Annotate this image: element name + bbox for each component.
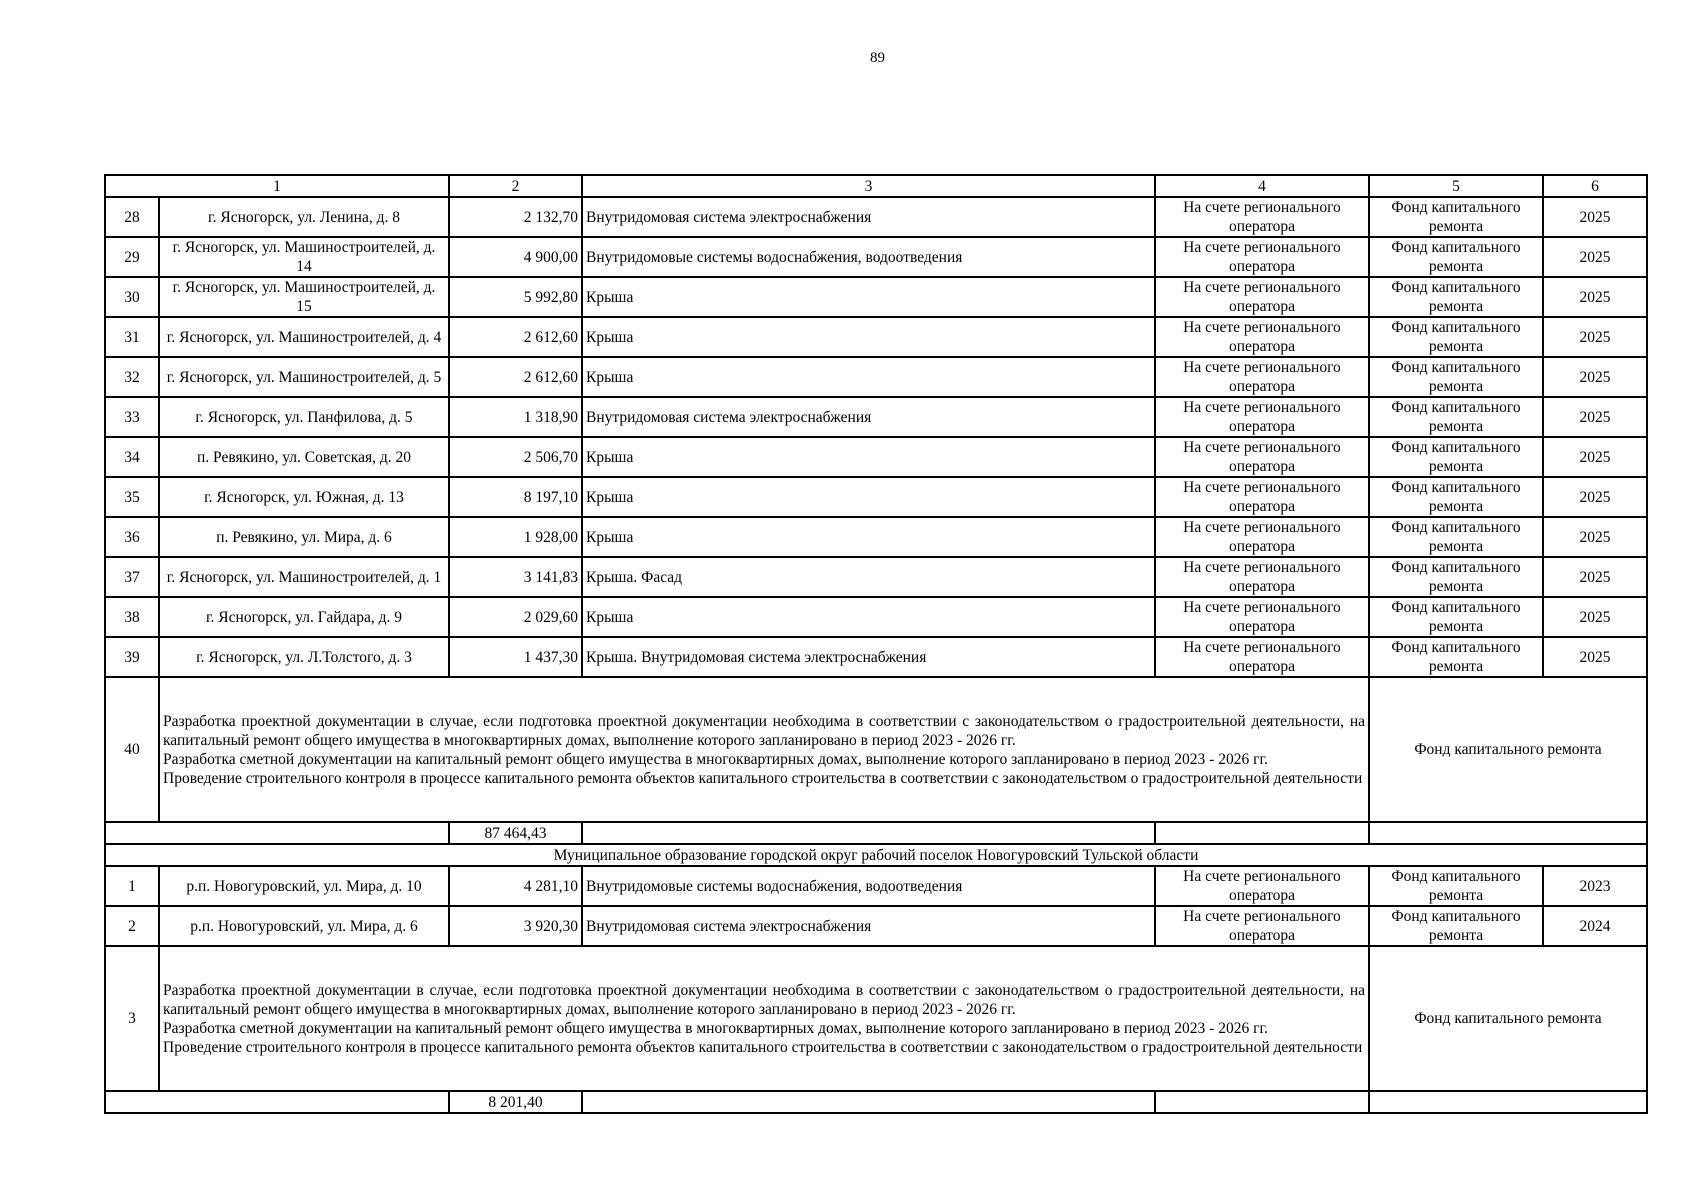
funding-source-cell: Фонд капитального ремонта [1369, 317, 1543, 357]
table-row [105, 357, 1647, 397]
year-cell: 2023 [1543, 866, 1647, 906]
address-cell: г. Ясногорск, ул. Ленина, д. 8 [159, 197, 449, 237]
work-type-cell: Крыша [582, 277, 1155, 317]
total-empty-cell [1369, 1091, 1647, 1113]
year-cell: 2025 [1543, 197, 1647, 237]
work-type-cell: Крыша [582, 477, 1155, 517]
cost-cell: 5 992,80 [449, 277, 582, 317]
column-header: 1 [105, 175, 449, 197]
work-type-cell: Внутридомовая система электроснабжения [582, 906, 1155, 946]
row-number: 39 [105, 637, 159, 677]
row-number: 40 [105, 677, 159, 822]
table-row [105, 906, 1647, 946]
year-cell: 2025 [1543, 237, 1647, 277]
table-row [105, 637, 1647, 677]
account-cell: На счете регионального оператора [1155, 317, 1369, 357]
design-works-description [159, 946, 1369, 1091]
address-cell: г. Ясногорск, ул. Машиностроителей, д. 5 [159, 357, 449, 397]
year-cell: 2025 [1543, 437, 1647, 477]
work-paragraph: Проведение строительного контроля в процессе капитального ремонта объектов капитального строительства в соответствии с законодательством о градостроительной деятельности [163, 769, 1363, 787]
total-cost-cell: 87 464,43 [449, 822, 582, 844]
page-number: 89 [870, 50, 885, 66]
year-cell: 2025 [1543, 397, 1647, 437]
address-cell: р.п. Новогуровский, ул. Мира, д. 10 [159, 866, 449, 906]
address-cell: г. Ясногорск, ул. Южная, д. 13 [159, 477, 449, 517]
cost-cell: 2 506,70 [449, 437, 582, 477]
funding-source-cell: Фонд капитального ремонта [1369, 677, 1647, 822]
account-cell: На счете регионального оператора [1155, 237, 1369, 277]
work-type-cell: Крыша. Фасад [582, 557, 1155, 597]
design-works-row [105, 946, 1647, 1091]
year-cell: 2025 [1543, 477, 1647, 517]
year-cell: 2025 [1543, 557, 1647, 597]
row-number: 29 [105, 237, 159, 277]
account-cell: На счете регионального оператора [1155, 866, 1369, 906]
cost-cell: 3 920,30 [449, 906, 582, 946]
design-works-row [105, 677, 1647, 822]
row-number: 30 [105, 277, 159, 317]
funding-source-cell: Фонд капитального ремонта [1369, 277, 1543, 317]
account-cell: На счете регионального оператора [1155, 477, 1369, 517]
table-row [105, 317, 1647, 357]
year-cell: 2024 [1543, 906, 1647, 946]
table-row [105, 437, 1647, 477]
row-number: 32 [105, 357, 159, 397]
cost-cell: 1 437,30 [449, 637, 582, 677]
cost-cell: 3 141,83 [449, 557, 582, 597]
account-cell: На счете регионального оператора [1155, 517, 1369, 557]
funding-source-cell: Фонд капитального ремонта [1369, 477, 1543, 517]
work-type-cell: Крыша [582, 597, 1155, 637]
row-number: 35 [105, 477, 159, 517]
address-cell: г. Ясногорск, ул. Панфилова, д. 5 [159, 397, 449, 437]
work-type-cell: Крыша [582, 437, 1155, 477]
work-type-cell: Крыша [582, 357, 1155, 397]
total-empty-cell [1369, 822, 1647, 844]
cost-cell: 2 612,60 [449, 357, 582, 397]
column-number-row [105, 175, 1647, 197]
row-number: 31 [105, 317, 159, 357]
work-paragraph: Разработка сметной документации на капитальный ремонт общего имущества в многоквартирных домах, выполнение которого запланировано в период 2023 - 2026 гг. [163, 1019, 1268, 1037]
design-works-description [159, 677, 1369, 822]
work-paragraph: Разработка сметной документации на капитальный ремонт общего имущества в многоквартирных домах, выполнение которого запланировано в период 2023 - 2026 гг. [163, 750, 1268, 768]
funding-source-cell: Фонд капитального ремонта [1369, 357, 1543, 397]
cost-cell: 4 281,10 [449, 866, 582, 906]
column-header: 4 [1155, 175, 1369, 197]
total-empty-cell [105, 1091, 449, 1113]
total-cost-cell: 8 201,40 [449, 1091, 582, 1113]
account-cell: На счете регионального оператора [1155, 597, 1369, 637]
address-cell: р.п. Новогуровский, ул. Мира, д. 6 [159, 906, 449, 946]
row-number: 2 [105, 906, 159, 946]
total-row [105, 1091, 1647, 1113]
work-paragraph: Разработка проектной документации в случае, если подготовка проектной документации необходима в соответствии с законодательством о градостроительной деятельности, на капитальный ремонт общего имущества в многоквартирных домах, выполнение которого запланировано в период 2023 - 2026 гг. [163, 712, 1365, 749]
total-empty-cell [105, 822, 449, 844]
total-empty-cell [582, 822, 1155, 844]
cost-cell: 1 318,90 [449, 397, 582, 437]
address-cell: п. Ревякино, ул. Советская, д. 20 [159, 437, 449, 477]
total-empty-cell [582, 1091, 1155, 1113]
year-cell: 2025 [1543, 517, 1647, 557]
cost-cell: 2 612,60 [449, 317, 582, 357]
row-number: 3 [105, 946, 159, 1091]
funding-source-cell: Фонд капитального ремонта [1369, 237, 1543, 277]
year-cell: 2025 [1543, 597, 1647, 637]
table-row [105, 517, 1647, 557]
total-empty-cell [1155, 1091, 1369, 1113]
funding-source-cell: Фонд капитального ремонта [1369, 866, 1543, 906]
funding-source-cell: Фонд капитального ремонта [1369, 597, 1543, 637]
work-paragraph: Разработка проектной документации в случае, если подготовка проектной документации необходима в соответствии с законодательством о градостроительной деятельности, на капитальный ремонт общего имущества в многоквартирных домах, выполнение которого запланировано в период 2023 - 2026 гг. [163, 981, 1365, 1018]
funding-source-cell: Фонд капитального ремонта [1369, 557, 1543, 597]
account-cell: На счете регионального оператора [1155, 637, 1369, 677]
work-type-cell: Крыша [582, 517, 1155, 557]
row-number: 36 [105, 517, 159, 557]
funding-source-cell: Фонд капитального ремонта [1369, 946, 1647, 1091]
work-type-cell: Внутридомовая система электроснабжения [582, 197, 1155, 237]
address-cell: г. Ясногорск, ул. Машиностроителей, д. 15 [159, 277, 449, 317]
address-cell: г. Ясногорск, ул. Гайдара, д. 9 [159, 597, 449, 637]
address-cell: п. Ревякино, ул. Мира, д. 6 [159, 517, 449, 557]
account-cell: На счете регионального оператора [1155, 357, 1369, 397]
address-cell: г. Ясногорск, ул. Машиностроителей, д. 14 [159, 237, 449, 277]
account-cell: На счете регионального оператора [1155, 277, 1369, 317]
capital-repair-table [104, 174, 1648, 1114]
year-cell: 2025 [1543, 317, 1647, 357]
column-header: 2 [449, 175, 582, 197]
cost-cell: 1 928,00 [449, 517, 582, 557]
municipality-header-row [105, 844, 1647, 866]
row-number: 33 [105, 397, 159, 437]
address-cell: г. Ясногорск, ул. Машиностроителей, д. 1 [159, 557, 449, 597]
year-cell: 2025 [1543, 357, 1647, 397]
table-row [105, 197, 1647, 237]
funding-source-cell: Фонд капитального ремонта [1369, 197, 1543, 237]
column-header: 6 [1543, 175, 1647, 197]
row-number: 28 [105, 197, 159, 237]
column-header: 5 [1369, 175, 1543, 197]
table-row [105, 397, 1647, 437]
account-cell: На счете регионального оператора [1155, 197, 1369, 237]
table-row [105, 597, 1647, 637]
table-row [105, 557, 1647, 597]
work-type-cell: Внутридомовые системы водоснабжения, водоотведения [582, 237, 1155, 277]
account-cell: На счете регионального оператора [1155, 397, 1369, 437]
address-cell: г. Ясногорск, ул. Машиностроителей, д. 4 [159, 317, 449, 357]
year-cell: 2025 [1543, 277, 1647, 317]
table-row [105, 866, 1647, 906]
column-header: 3 [582, 175, 1155, 197]
funding-source-cell: Фонд капитального ремонта [1369, 906, 1543, 946]
row-number: 38 [105, 597, 159, 637]
cost-cell: 2 132,70 [449, 197, 582, 237]
municipality-name: Муниципальное образование городской округ рабочий поселок Новогуровский Тульской области [105, 844, 1647, 866]
row-number: 34 [105, 437, 159, 477]
row-number: 1 [105, 866, 159, 906]
table-row [105, 237, 1647, 277]
row-number: 37 [105, 557, 159, 597]
account-cell: На счете регионального оператора [1155, 906, 1369, 946]
work-paragraph: Проведение строительного контроля в процессе капитального ремонта объектов капитального строительства в соответствии с законодательством о градостроительной деятельности [163, 1038, 1363, 1056]
account-cell: На счете регионального оператора [1155, 437, 1369, 477]
funding-source-cell: Фонд капитального ремонта [1369, 397, 1543, 437]
work-type-cell: Крыша. Внутридомовая система электроснабжения [582, 637, 1155, 677]
table-row [105, 277, 1647, 317]
work-type-cell: Крыша [582, 317, 1155, 357]
work-type-cell: Внутридомовая система электроснабжения [582, 397, 1155, 437]
cost-cell: 2 029,60 [449, 597, 582, 637]
cost-cell: 4 900,00 [449, 237, 582, 277]
funding-source-cell: Фонд капитального ремонта [1369, 517, 1543, 557]
work-type-cell: Внутридомовые системы водоснабжения, водоотведения [582, 866, 1155, 906]
address-cell: г. Ясногорск, ул. Л.Толстого, д. 3 [159, 637, 449, 677]
year-cell: 2025 [1543, 637, 1647, 677]
cost-cell: 8 197,10 [449, 477, 582, 517]
account-cell: На счете регионального оператора [1155, 557, 1369, 597]
total-empty-cell [1155, 822, 1369, 844]
total-row [105, 822, 1647, 844]
funding-source-cell: Фонд капитального ремонта [1369, 437, 1543, 477]
funding-source-cell: Фонд капитального ремонта [1369, 637, 1543, 677]
table-row [105, 477, 1647, 517]
